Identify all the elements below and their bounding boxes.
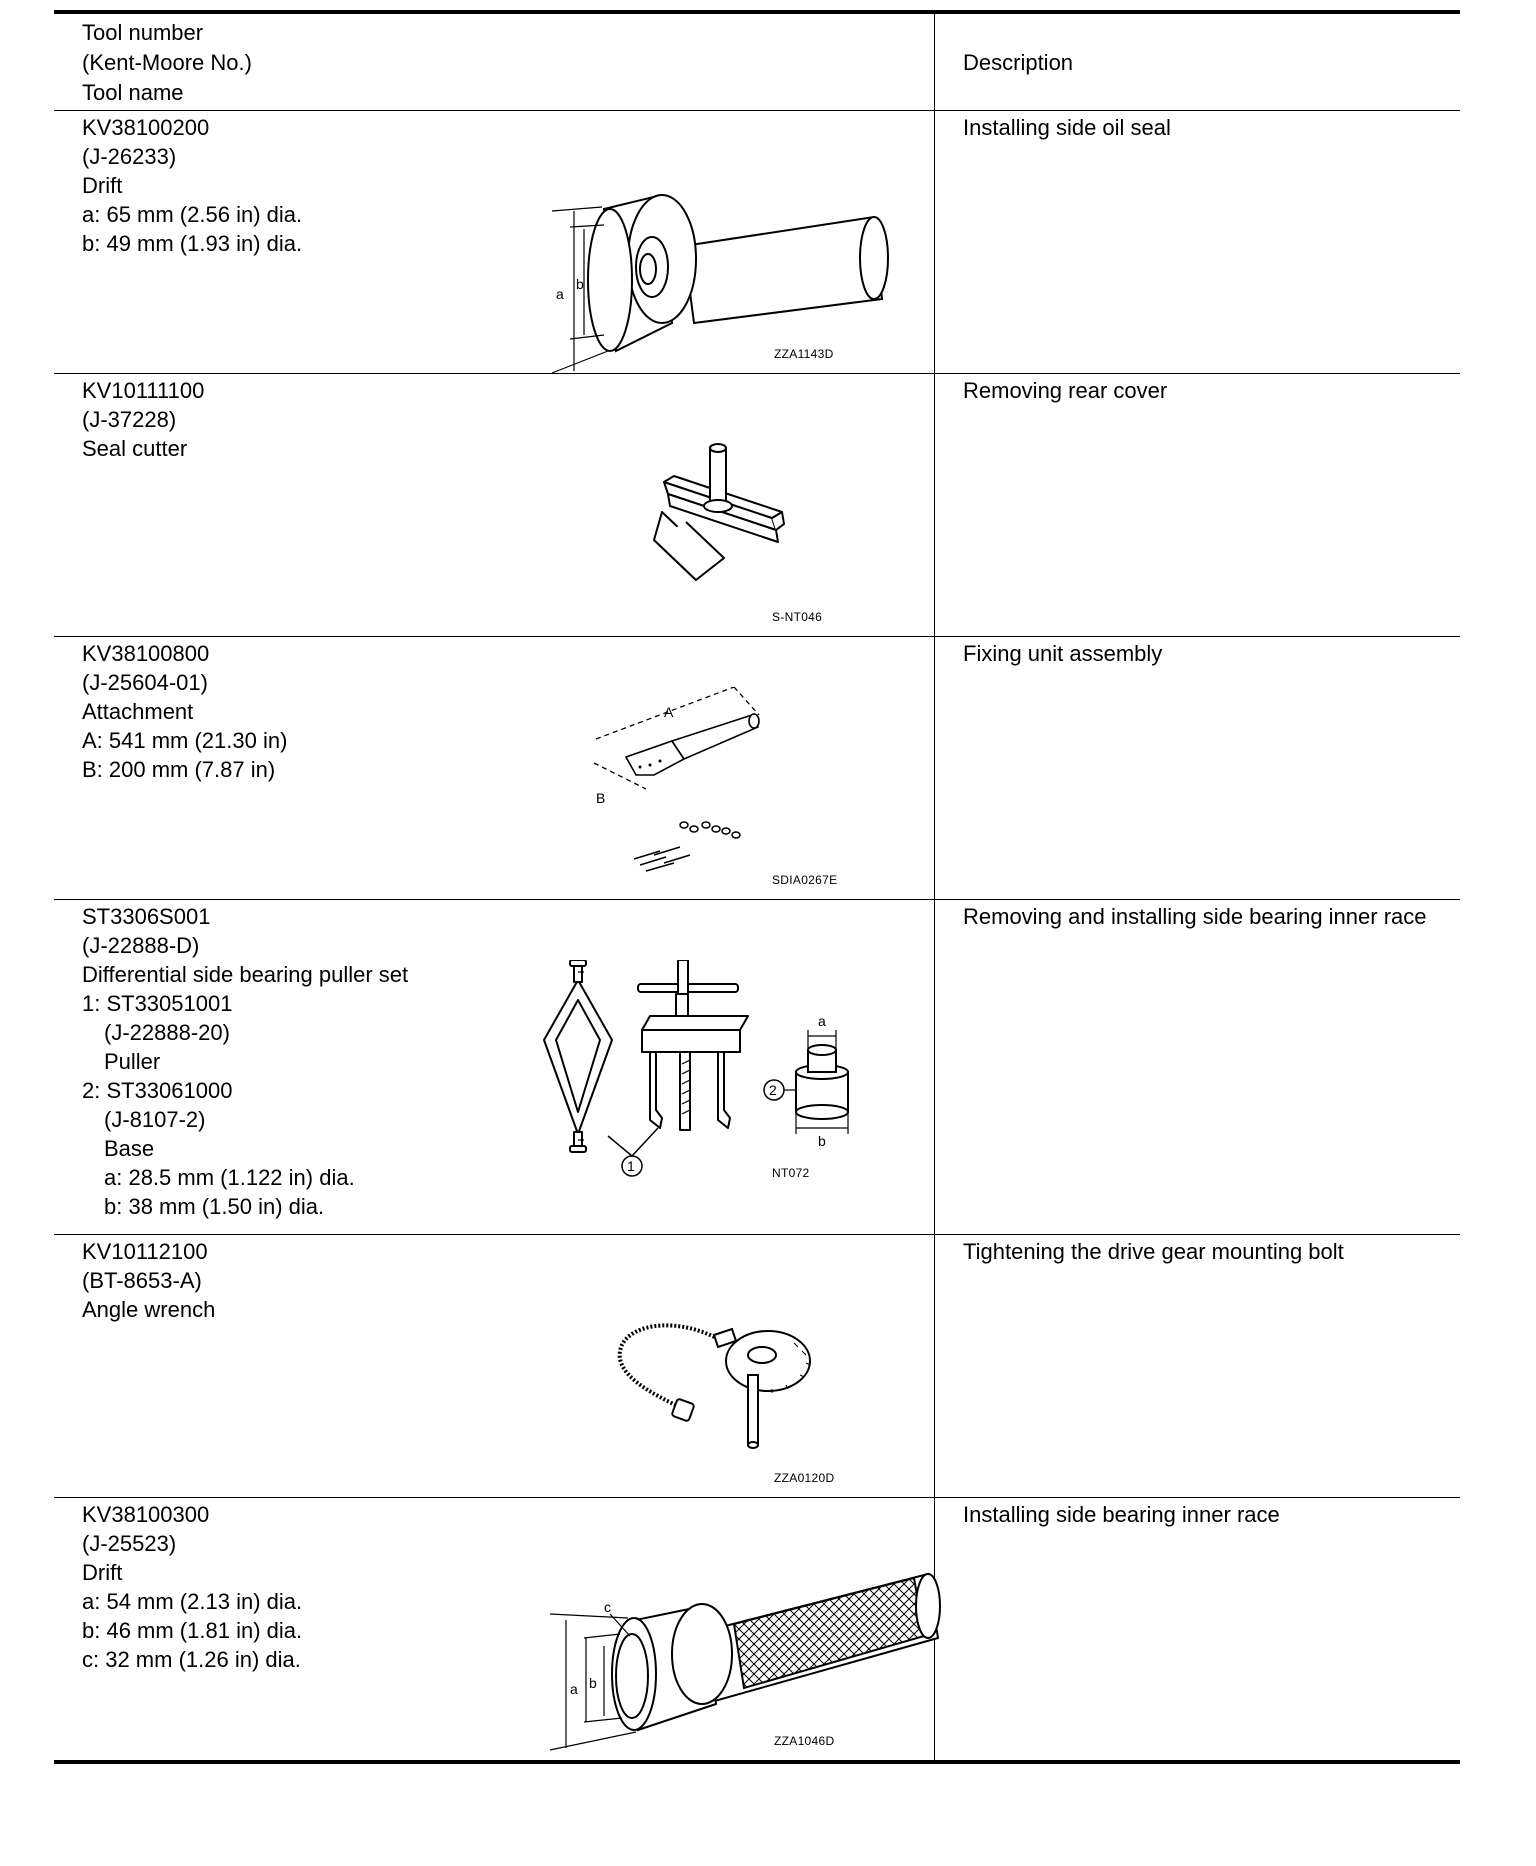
figure-code: ZZA0120D bbox=[774, 1470, 835, 1485]
tool-description: Tightening the drive gear mounting bolt bbox=[963, 1238, 1344, 1264]
kent-moore-number: (J-25523) bbox=[82, 1530, 177, 1556]
tool-name: Attachment bbox=[82, 698, 194, 724]
component-2-name: Base bbox=[104, 1135, 155, 1161]
header-description: Description bbox=[963, 50, 1074, 75]
tool-cell bbox=[54, 1497, 935, 1762]
figure-label-b: b bbox=[576, 275, 584, 292]
angle-wrench-illustration bbox=[614, 1305, 854, 1465]
seal-cutter-illustration bbox=[644, 440, 844, 600]
kent-moore-number: (J-26233) bbox=[82, 143, 177, 169]
dimension-b: b: 46 mm (1.81 in) dia. bbox=[82, 1617, 303, 1643]
tool-description: Installing side bearing inner race bbox=[963, 1501, 1280, 1527]
header-tool-number: Tool number bbox=[82, 20, 204, 45]
kent-moore-number: (J-25604-01) bbox=[82, 669, 208, 695]
tool-description: Removing rear cover bbox=[963, 377, 1168, 403]
description-cell bbox=[935, 110, 1461, 373]
tool-info bbox=[82, 113, 562, 258]
tool-number: KV38100300 bbox=[82, 1501, 210, 1527]
attachment-illustration bbox=[584, 687, 834, 877]
description-cell bbox=[935, 1234, 1461, 1497]
tool-name: Seal cutter bbox=[82, 435, 188, 461]
figure-label-a: a bbox=[570, 1680, 578, 1697]
tool-number: KV10111100 bbox=[82, 377, 205, 403]
figure-label-2: 2 bbox=[769, 1081, 777, 1098]
table-row bbox=[54, 110, 1460, 373]
drift-illustration bbox=[544, 1554, 944, 1764]
tool-cell bbox=[54, 1234, 935, 1497]
figure-label-a: a bbox=[556, 285, 564, 302]
tool-name: Drift bbox=[82, 1559, 123, 1585]
tool-name: Drift bbox=[82, 172, 123, 198]
figure-label-a: a bbox=[818, 1012, 826, 1029]
table-header-row bbox=[54, 12, 1460, 110]
figure-label-b: b bbox=[818, 1132, 826, 1149]
dimension-c: c: 32 mm (1.26 in) dia. bbox=[82, 1646, 301, 1672]
tool-name: Differential side bearing puller set bbox=[82, 961, 409, 987]
kent-moore-number: (J-37228) bbox=[82, 406, 177, 432]
tool-cell bbox=[54, 899, 935, 1234]
description-cell bbox=[935, 899, 1461, 1234]
tool-number: ST3306S001 bbox=[82, 903, 211, 929]
tool-cell bbox=[54, 373, 935, 636]
tool-number: KV38100200 bbox=[82, 114, 210, 140]
tool-description: Removing and installing side bearing inner race bbox=[963, 903, 1427, 929]
header-kent-moore: (Kent-Moore No.) bbox=[82, 50, 252, 75]
table-row bbox=[54, 636, 1460, 899]
dimension-b: b: 38 mm (1.50 in) dia. bbox=[104, 1193, 325, 1219]
figure-label-1: 1 bbox=[627, 1157, 635, 1174]
tool-number: KV38100800 bbox=[82, 640, 210, 666]
figure-label-b: B bbox=[596, 789, 606, 806]
table-row bbox=[54, 1497, 1460, 1762]
figure-label-b: b bbox=[589, 1674, 597, 1691]
description-cell bbox=[935, 373, 1461, 636]
figure-code: ZZA1046D bbox=[774, 1733, 835, 1748]
tool-name: Angle wrench bbox=[82, 1296, 216, 1322]
tool-description: Installing side oil seal bbox=[963, 114, 1171, 140]
description-cell bbox=[935, 636, 1461, 899]
tool-cell bbox=[54, 110, 935, 373]
component-2-number: 2: ST33061000 bbox=[82, 1077, 233, 1103]
figure-label-c: c bbox=[604, 1598, 611, 1615]
description-cell bbox=[935, 1497, 1461, 1762]
table-row bbox=[54, 899, 1460, 1234]
figure-label-a: A bbox=[664, 703, 674, 720]
tool-info bbox=[82, 1237, 562, 1324]
header-tool-name: Tool name bbox=[82, 80, 184, 105]
dimension-b: B: 200 mm (7.87 in) bbox=[82, 756, 276, 782]
tool-info bbox=[82, 639, 562, 784]
tool-number: KV10112100 bbox=[82, 1238, 208, 1264]
tool-info bbox=[82, 376, 562, 463]
dimension-a: A: 541 mm (21.30 in) bbox=[82, 727, 288, 753]
dimension-b: b: 49 mm (1.93 in) dia. bbox=[82, 230, 303, 256]
component-2-kent-moore: (J-8107-2) bbox=[104, 1106, 206, 1132]
table-row bbox=[54, 373, 1460, 636]
tool-description: Fixing unit assembly bbox=[963, 640, 1163, 666]
puller-set-illustration bbox=[542, 960, 872, 1190]
component-1-number: 1: ST33051001 bbox=[82, 990, 233, 1016]
figure-code: S-NT046 bbox=[772, 609, 823, 624]
tool-info bbox=[82, 902, 562, 1221]
dimension-a: a: 28.5 mm (1.122 in) dia. bbox=[104, 1164, 355, 1190]
table-row bbox=[54, 1234, 1460, 1497]
component-1-name: Puller bbox=[104, 1048, 161, 1074]
tool-cell bbox=[54, 636, 935, 899]
component-1-kent-moore: (J-22888-20) bbox=[104, 1019, 230, 1045]
figure-code: ZZA1143D bbox=[774, 346, 834, 361]
figure-code: SDIA0267E bbox=[772, 872, 838, 887]
header-tool-column bbox=[54, 12, 935, 110]
special-tools-table bbox=[54, 10, 1460, 1764]
figure-code: NT072 bbox=[772, 1165, 810, 1180]
kent-moore-number: (J-22888-D) bbox=[82, 932, 200, 958]
tool-info bbox=[82, 1500, 562, 1674]
kent-moore-number: (BT-8653-A) bbox=[82, 1267, 202, 1293]
header-description-column bbox=[935, 12, 1461, 110]
dimension-a: a: 65 mm (2.56 in) dia. bbox=[82, 201, 303, 227]
dimension-a: a: 54 mm (2.13 in) dia. bbox=[82, 1588, 303, 1614]
